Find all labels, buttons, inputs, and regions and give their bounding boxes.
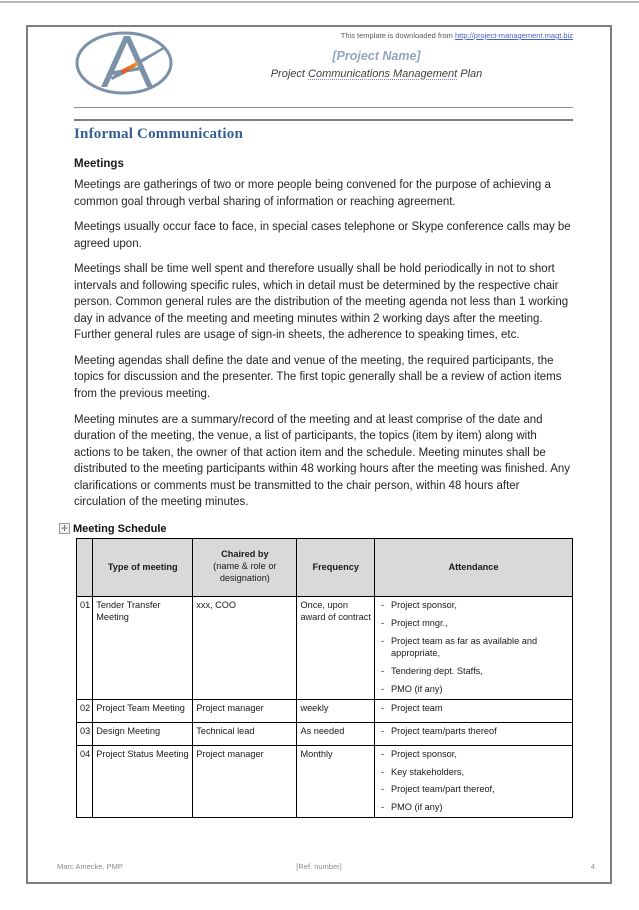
cell-type: Project Status Meeting [93, 745, 193, 818]
table-row [77, 699, 573, 722]
page-footer [28, 862, 610, 874]
attendance-item: - PMO (if any) [378, 684, 570, 696]
cell-chair: Technical lead [193, 722, 297, 745]
header-text-block [180, 30, 573, 80]
cell-num: 03 [77, 722, 93, 745]
attendance-item: - Project sponsor, [378, 600, 570, 612]
cell-num: 04 [77, 745, 93, 818]
header-cell-att: Attendance [375, 538, 573, 596]
doc-title-suffix: Plan [460, 68, 483, 80]
company-logo [74, 30, 180, 101]
meeting-schedule-table [76, 538, 573, 819]
table-header-row [77, 538, 573, 596]
document-page [26, 25, 612, 884]
doc-title-underlined: Communications Management [308, 68, 458, 80]
header-chair-sub: (name & role or designation) [213, 561, 277, 584]
footer-ref: [Ref. number] [296, 862, 342, 871]
attendance-item: - Project team as far as available and appropriate, [378, 636, 570, 660]
cell-num: 01 [77, 596, 93, 699]
cell-frequency: Monthly [297, 745, 375, 818]
subsection-title: Meetings [74, 158, 124, 170]
template-source-link[interactable]: http://project-management.magt.biz [455, 31, 573, 40]
page-header [74, 30, 573, 108]
attendance-item: - Tendering dept. Staffs, [378, 666, 570, 678]
cell-attendance [375, 699, 573, 722]
project-name-placeholder: [Project Name] [332, 49, 421, 63]
cell-chair: xxx, COO [193, 596, 297, 699]
cell-type: Tender Transfer Meeting [93, 596, 193, 699]
footer-author: Marc Amecke, PMP [57, 862, 123, 871]
attendance-item: - Key stakeholders, [378, 767, 570, 779]
header-cell-num [77, 538, 93, 596]
table-move-handle-icon[interactable]: ✛ [59, 523, 70, 534]
section-title: Informal Communication [74, 119, 573, 143]
paragraph: Meeting agendas shall define the date and venue of the meeting, the required participants, the topics for discussion and the presenter. The first topic generally shall be a review of action items from the previous meeting. [74, 354, 562, 401]
cell-chair: Project manager [193, 699, 297, 722]
header-cell-type: Type of meeting [93, 538, 193, 596]
header-cell-chair [193, 538, 297, 596]
header-chair-label: Chaired by [221, 549, 269, 560]
paragraph: Meetings shall be time well spent and therefore usually shall be hold periodically in not to short intervals and following specific rules, which in detail must be determined by the respective chair person. Common general rules are the distribution of the meeting agenda not less than 1 working day in advance of the meeting and meeting minutes within 2 working days after the meeting. Further general rules are usage of sign-in sheets, the adherence to speaking times, etc. [74, 263, 569, 342]
compass-logo-icon [74, 30, 178, 96]
window-top-divider [0, 1, 639, 3]
attendance-item: - PMO (if any) [378, 802, 570, 814]
template-note [180, 31, 573, 40]
table-row [77, 596, 573, 699]
template-note-text: This template is downloaded from [340, 31, 453, 40]
cell-frequency: weekly [297, 699, 375, 722]
cell-attendance [375, 722, 573, 745]
cell-chair: Project manager [193, 745, 297, 818]
header-cell-freq: Frequency [297, 538, 375, 596]
cell-type: Design Meeting [93, 722, 193, 745]
table-row [77, 722, 573, 745]
attendance-item: - Project sponsor, [378, 749, 570, 761]
paragraph: Meetings are gatherings of two or more people being convened for the purpose of achieving a common goal through verbal sharing of information or reaching agreement. [74, 179, 551, 208]
table-row [77, 745, 573, 818]
attendance-item: - Project mngr., [378, 618, 570, 630]
paragraph: Meeting minutes are a summary/record of the meeting and at least comprise of the date and duration of the meeting, the venue, a list of participants, the topics (item by item) along with actions to be taken, the owner of that action item and the schedule. Meeting minutes shall be distributed to the meeting participants within 48 working hours after the meeting was finished. Any clarifications or comments must be transmitted to the chair person, within 48 hours after circulation of the meeting minutes. [74, 413, 571, 509]
cell-frequency: As needed [297, 722, 375, 745]
cell-attendance [375, 745, 573, 818]
cell-type: Project Team Meeting [93, 699, 193, 722]
paragraph: Meetings usually occur face to face, in special cases telephone or Skype conference calls may be agreed upon. [74, 221, 571, 250]
doc-title-prefix: Project [270, 68, 305, 80]
footer-page-number: 4 [590, 862, 595, 871]
meeting-schedule-label-text: Meeting Schedule [73, 522, 167, 535]
document-title [180, 68, 573, 80]
attendance-item: - Project team [378, 703, 570, 715]
cell-frequency: Once, upon award of contract [297, 596, 375, 699]
meeting-schedule-label [59, 523, 573, 535]
cell-num: 02 [77, 699, 93, 722]
attendance-item: - Project team/parts thereof [378, 726, 570, 738]
cell-attendance [375, 596, 573, 699]
attendance-item: - Project team/part thereof, [378, 784, 570, 796]
